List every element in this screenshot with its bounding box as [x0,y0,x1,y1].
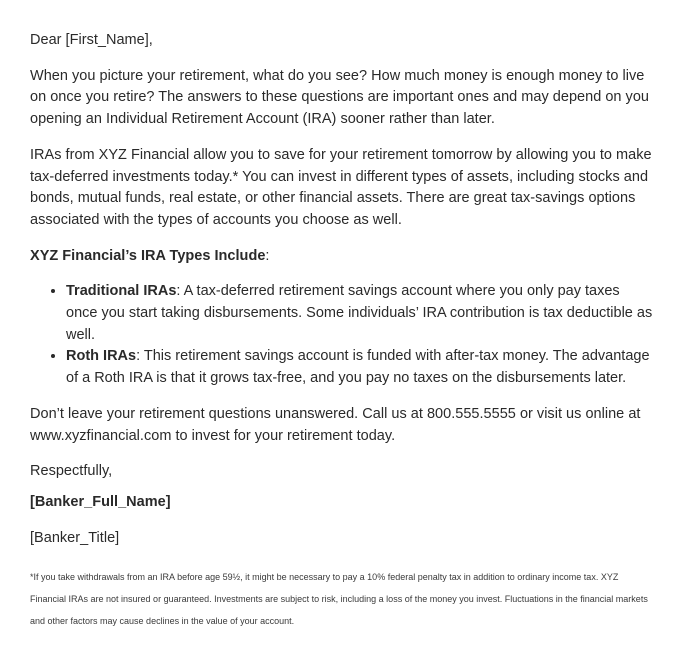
list-item-traditional-ira [66,281,654,346]
ira-types-list [30,281,654,390]
ira-type-description: : This retirement savings account is funded with after-tax money. The advantage of a Roth IRA is that it grows tax-free, and you pay no taxes on the disbursements later. [66,348,650,387]
greeting: Dear [First_Name], [30,32,153,48]
ira-type-name: Traditional IRAs [66,283,177,300]
ira-type-description: : A tax-deferred retirement savings account where you only pay taxes once you start taking disbursements. Some individuals’ IRA contribution is tax deductible as well. [66,283,653,343]
call-to-action-paragraph: Don’t leave your retirement questions unanswered. Call us at 800.555.5555 or visit us online at www.xyzfinancial.com to invest for your retirement today. [30,405,641,444]
ira-benefits-paragraph: IRAs from XYZ Financial allow you to save for your retirement tomorrow by allowing you to make tax-deferred investments today.* You can invest in different types of assets, including stocks and bonds, mutual funds, real estate, or other financial assets. There are great tax-savings options associated with the types of accounts you choose as well. [30,146,652,228]
banker-name: [Banker_Full_Name] [30,493,171,510]
ira-types-heading-colon: : [265,247,270,264]
ira-type-name: Roth IRAs [66,348,137,365]
banker-title: [Banker_Title] [30,529,120,546]
intro-paragraph: When you picture your retirement, what do you see? How much money is enough money to live on once you retire? The answers to these questions are important ones and may depend on you opening an Individual Retirement Account (IRA) sooner rather than later. [30,67,649,128]
closing: Respectfully, [30,463,113,480]
disclaimer-footnote: *If you take withdrawals from an IRA before age 59½, it might be necessary to pay a 10% federal penalty tax in addition to ordinary income tax. XYZ Financial IRAs are not insured or guaranteed. Investments are subject to risk, including a loss of the money you invest. Fluctuations in the financial markets and other factors may cause declines in the value of your account. [30,572,648,626]
ira-types-heading [30,246,654,268]
ira-types-heading-text: XYZ Financial’s IRA Types Include [30,247,266,264]
list-item-roth-ira [66,346,654,389]
